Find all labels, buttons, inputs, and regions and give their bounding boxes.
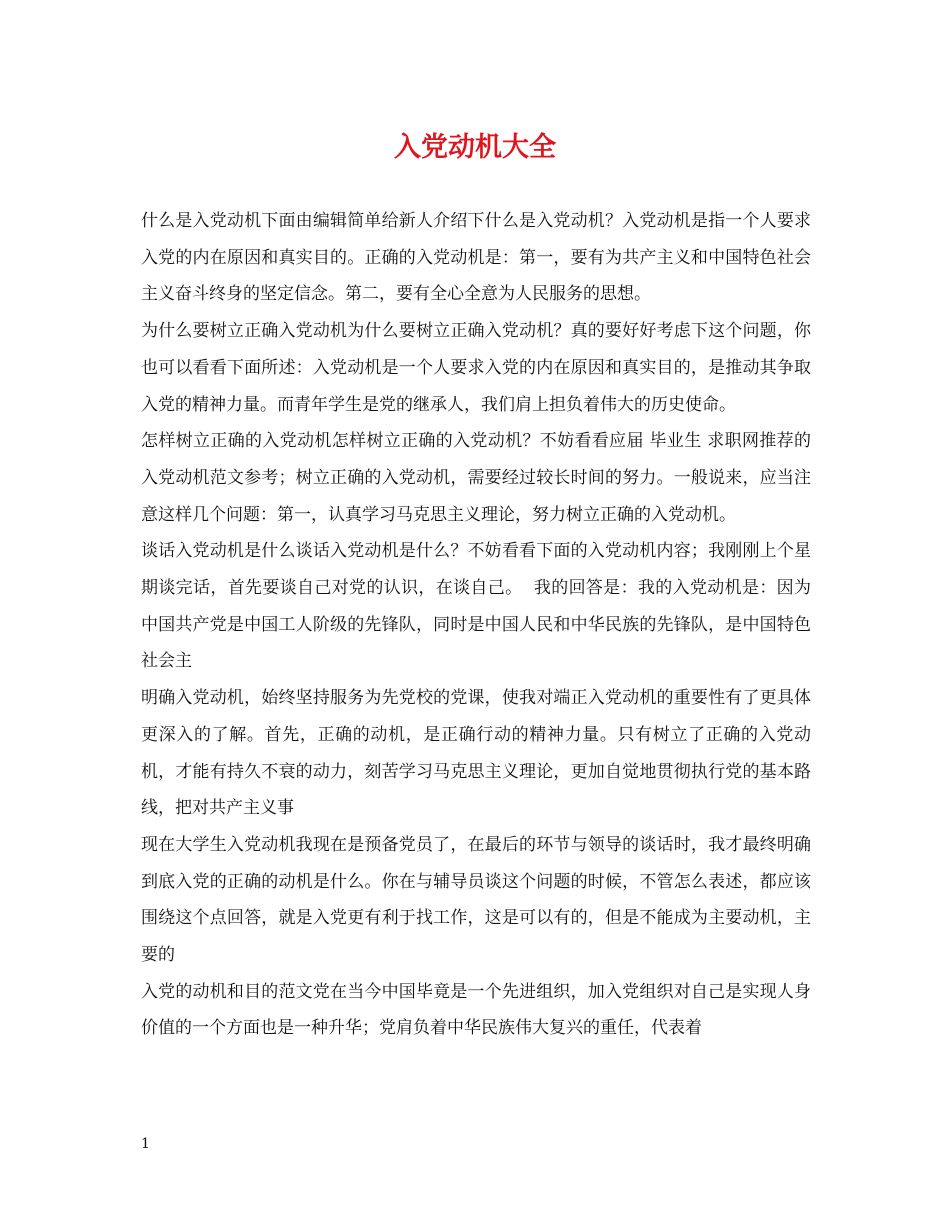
- paragraph-1: 什么是入党动机下面由编辑简单给新人介绍下什么是入党动机？入党动机是指一个人要求入党的内在原因和真实目的。正确的入党动机是：第一，要有为共产主义和中国特色社会主义奋斗终身的坚定信念。第二，要有全心全意为人民服务的思想。: [141, 211, 811, 305]
- paragraph-2: 为什么要树立正确入党动机为什么要树立正确入党动机？真的要好好考虑下这个问题，你也可以看看下面所述：入党动机是一个人要求入党的内在原因和真实目的，是推动其争取入党的精神力量。而青年学生是党的继承人，我们肩上担负着伟大的历史使命。: [141, 321, 811, 415]
- paragraph-7: 入党的动机和目的范文党在当今中国毕竟是一个先进组织，加入党组织对自己是实现人身价值的一个方面也是一种升华；党肩负着中华民族伟大复兴的重任，代表着: [141, 981, 811, 1039]
- page-number: 1: [141, 1136, 150, 1152]
- paragraph-4: 谈话入党动机是什么谈话入党动机是什么？不妨看看下面的入党动机内容；我刚刚上个星期谈完话，首先要谈自己对党的认识，在谈自己。 我的回答是：我的入党动机是：因为中国共产党是中国工人阶级的先锋队，同时是中国人民和中华民族的先锋队，是中国特色社会主: [141, 541, 811, 672]
- paragraph-3: 怎样树立正确的入党动机怎样树立正确的入党动机？不妨看看应届 毕业生 求职网推荐的入党动机范文参考；树立正确的入党动机，需要经过较长时间的努力。一般说来，应当注意这样几个问题：第一，认真学习马克思主义理论，努力树立正确的入党动机。: [141, 431, 811, 525]
- paragraph-6: 现在大学生入党动机我现在是预备党员了，在最后的环节与领导的谈话时，我才最终明确到底入党的正确的动机是什么。你在与辅导员谈这个问题的时候，不管怎么表述，都应该围绕这个点回答，就是入党更有利于找工作，这是可以有的，但是不能成为主要动机，主要的: [141, 834, 811, 966]
- paragraph-5: 明确入党动机，始终坚持服务为先党校的党课，使我对端正入党动机的重要性有了更具体更深入的了解。首先，正确的动机，是正确行动的精神力量。只有树立了正确的入党动机，才能有持久不衰的动力，刻苦学习马克思主义理论，更加自觉地贯彻执行党的基本路线，把对共产主义事: [141, 688, 811, 819]
- document-body: [141, 203, 811, 1047]
- document-title: 入党动机大全: [394, 132, 556, 163]
